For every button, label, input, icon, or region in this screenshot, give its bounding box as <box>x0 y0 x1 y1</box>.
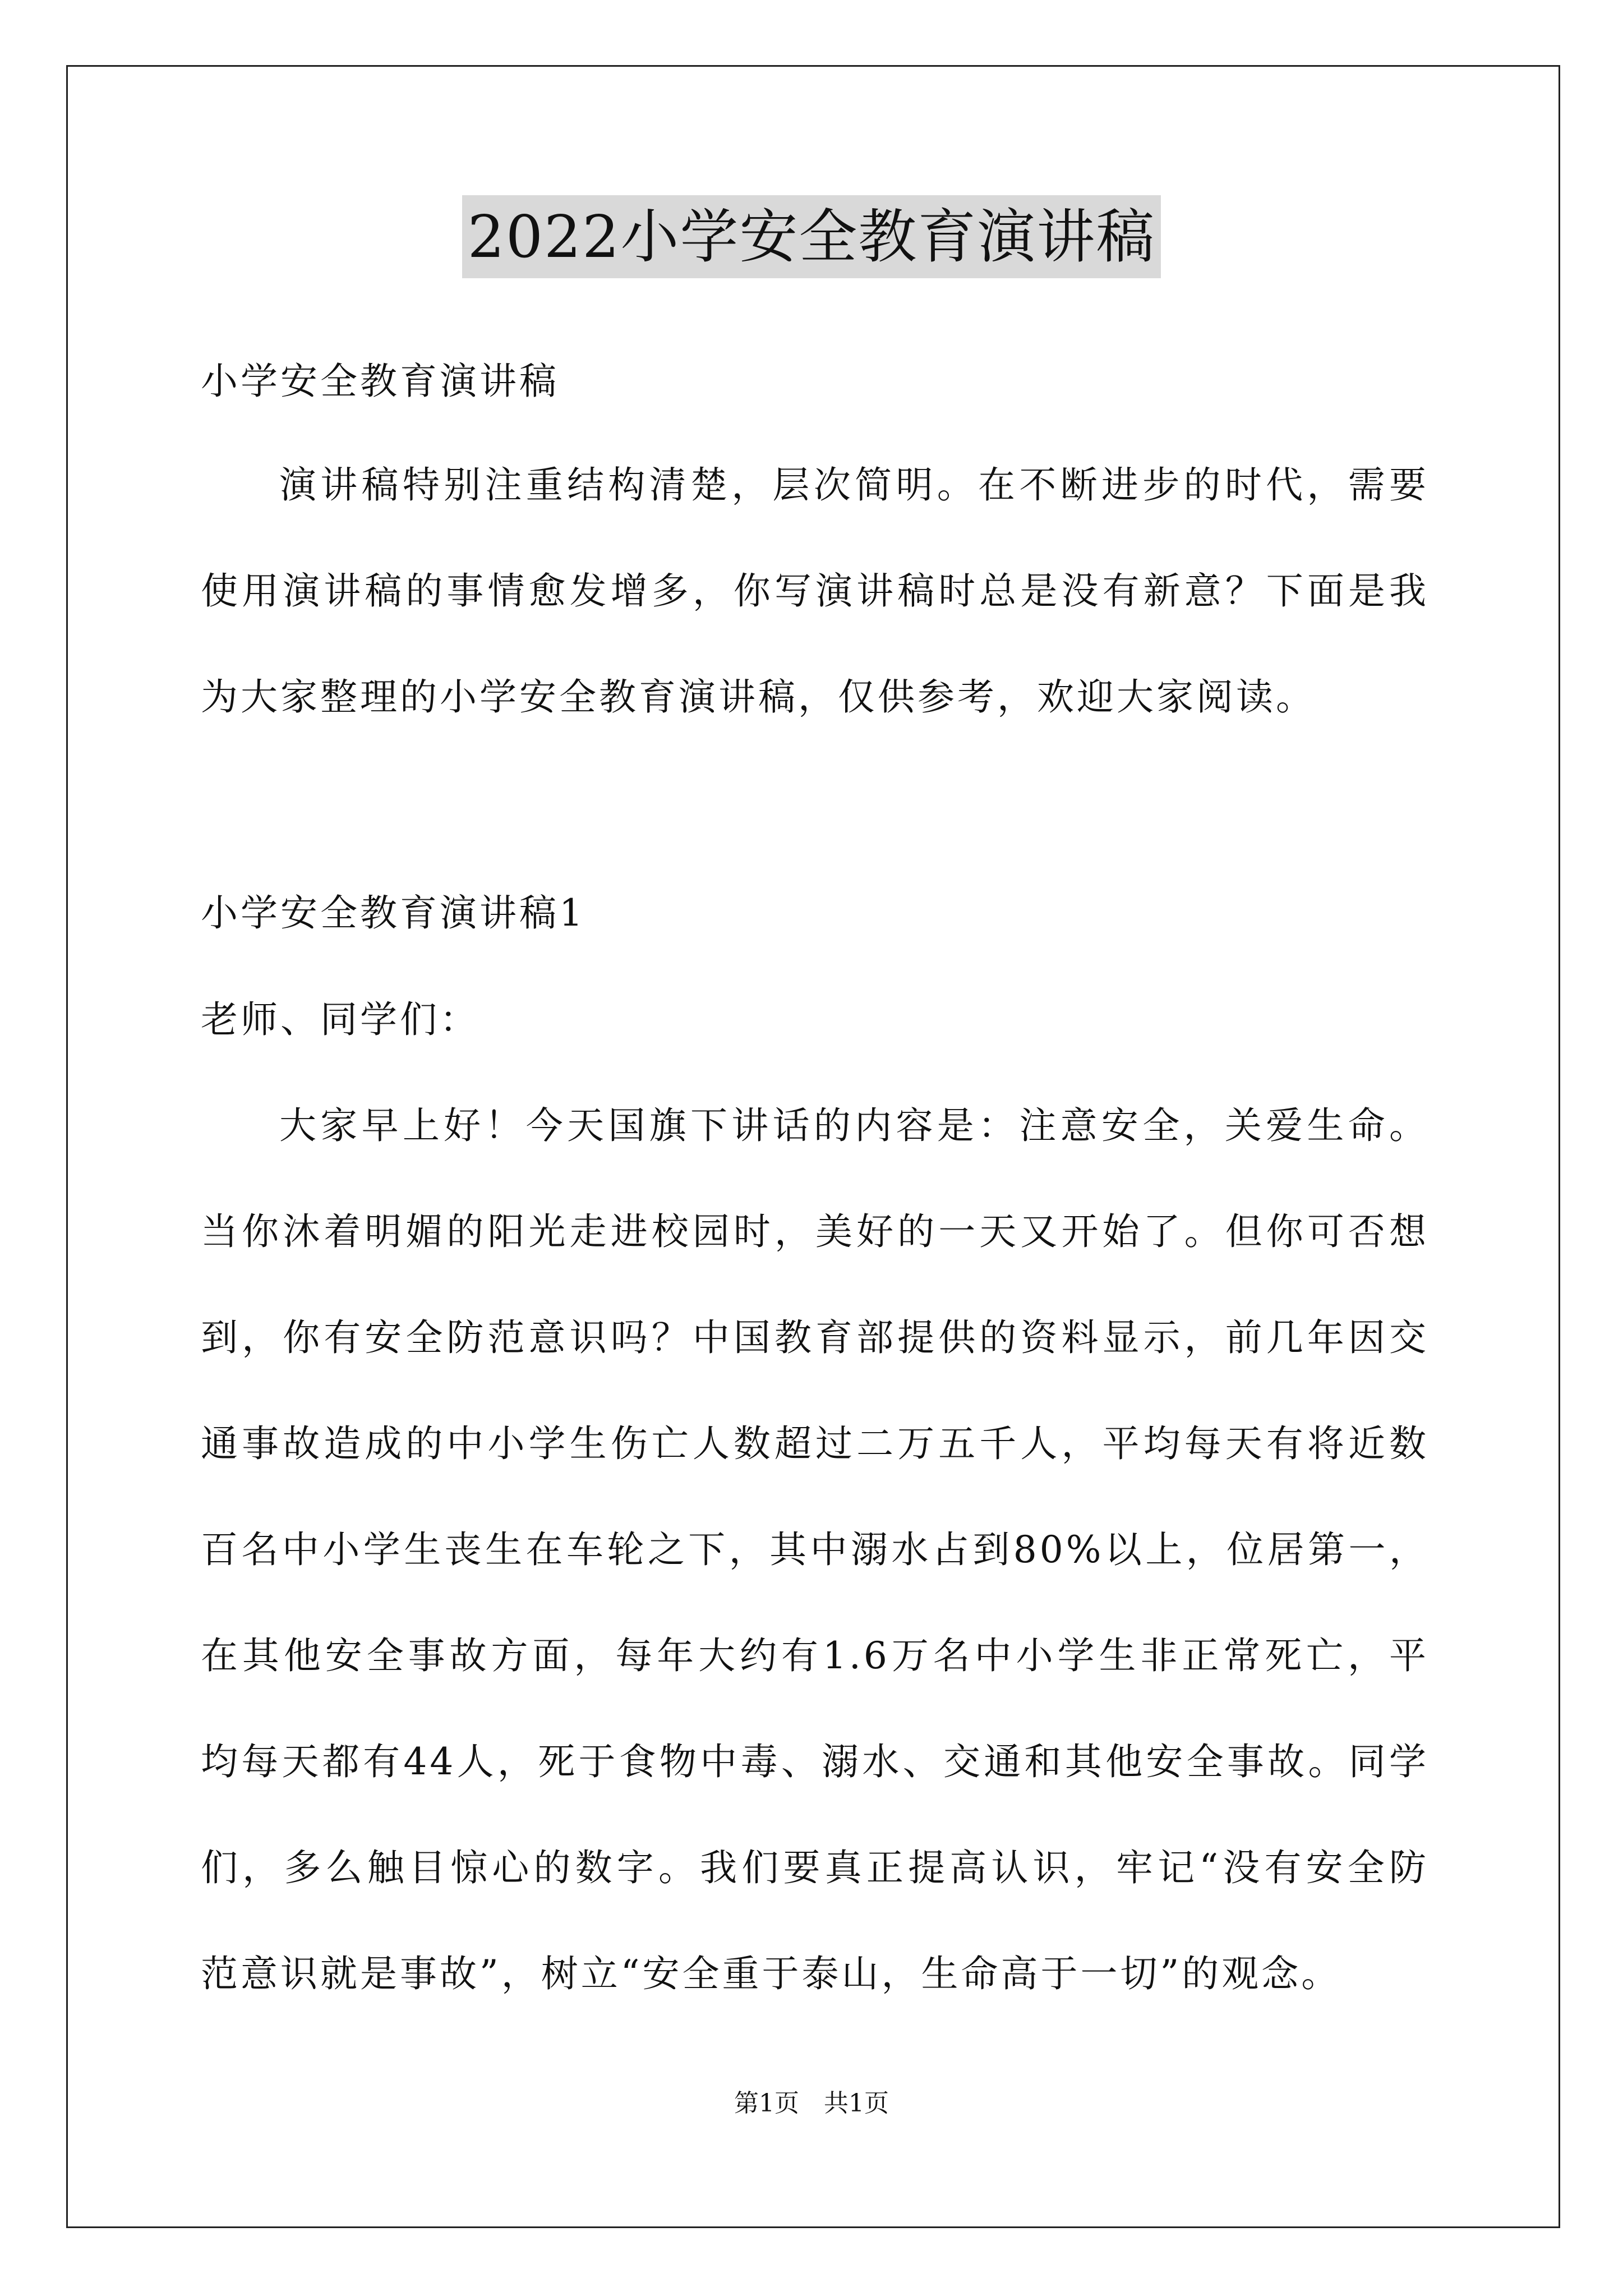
speech-paragraph-line: 范意识就是事故”，树立“安全重于泰山，生命高于一切”的观念。 <box>201 1952 1341 1995</box>
speech-heading: 小学安全教育演讲稿1 <box>201 891 585 935</box>
intro-paragraph-line: 演讲稿特别注重结构清楚，层次简明。在不断进步的时代，需要 <box>279 463 1429 507</box>
page-number: 第1页 <box>734 2089 799 2118</box>
speech-paragraph-line: 通事故造成的中小学生伤亡人数超过二万五千人，平均每天有将近数 <box>201 1422 1429 1465</box>
speech-paragraph-line: 在其他安全事故方面，每年大约有1.6万名中小学生非正常死亡，平 <box>201 1634 1429 1677</box>
page-total: 共1页 <box>824 2089 889 2118</box>
page-footer <box>0 2087 1623 2120</box>
speech-paragraph-line: 们，多么触目惊心的数字。我们要真正提高认识，牢记“没有安全防 <box>201 1846 1429 1889</box>
intro-paragraph-line: 使用演讲稿的事情愈发增多，你写演讲稿时总是没有新意？下面是我 <box>201 569 1429 613</box>
speech-paragraph-line: 大家早上好！今天国旗下讲话的内容是：注意安全，关爱生命。 <box>279 1104 1429 1147</box>
speech-paragraph-line: 均每天都有44人，死于食物中毒、溺水、交通和其他安全事故。同学 <box>201 1740 1429 1783</box>
document-title: 2022小学安全教育演讲稿 <box>462 195 1161 278</box>
speech-paragraph-line: 百名中小学生丧生在车轮之下，其中溺水占到80%以上，位居第一， <box>201 1528 1429 1571</box>
salutation: 老师、同学们： <box>201 998 479 1041</box>
title-container <box>0 195 1623 278</box>
section-heading: 小学安全教育演讲稿 <box>201 360 559 403</box>
speech-paragraph-line: 当你沐着明媚的阳光走进校园时，美好的一天又开始了。但你可否想 <box>201 1210 1429 1253</box>
speech-paragraph-line: 到，你有安全防范意识吗？中国教育部提供的资料显示，前几年因交 <box>201 1316 1429 1359</box>
intro-paragraph-line: 为大家整理的小学安全教育演讲稿，仅供参考，欢迎大家阅读。 <box>201 675 1316 719</box>
